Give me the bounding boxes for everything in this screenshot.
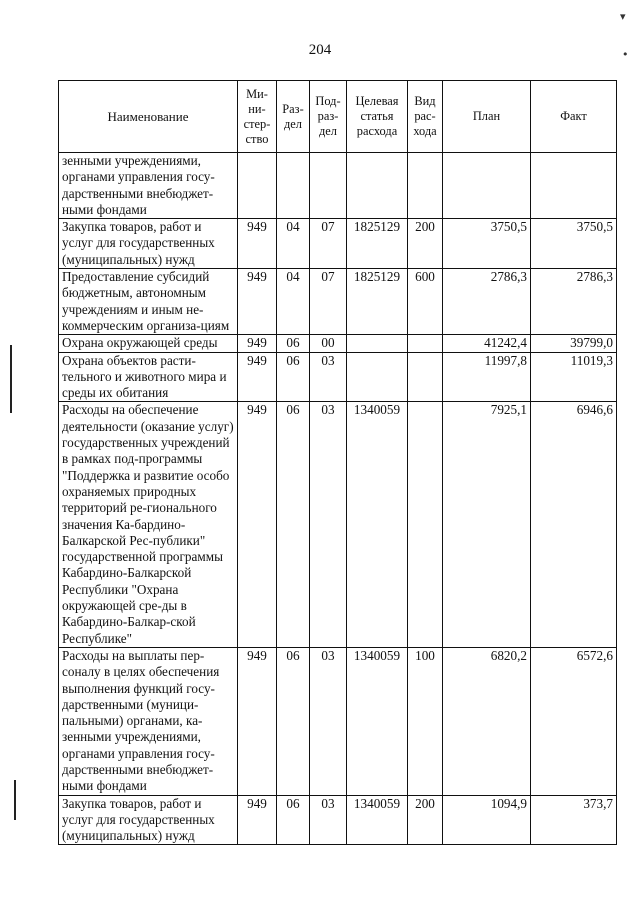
cell-expense-type: 100 bbox=[408, 647, 443, 795]
cell-ministry: 949 bbox=[238, 335, 277, 352]
cell-name: Расходы на обеспечение деятельности (оказание услуг) государственных учреждений в рамках под-программы "Поддержка и развитие особо охраняемых природных территорий ре-гионального значения Ка-бардино-Балкарской Рес-публики" государственной программы Кабардино-Балкарской Республики "Охрана окружающей сре-ды в Кабардино-Балкар-ской Республике" bbox=[59, 402, 238, 647]
scan-margin-mark bbox=[14, 780, 16, 820]
table-row bbox=[59, 647, 617, 795]
cell-section: 06 bbox=[277, 402, 310, 647]
cell-target bbox=[347, 335, 408, 352]
cell-target: 1340059 bbox=[347, 402, 408, 647]
cell-section bbox=[277, 153, 310, 219]
cell-fact: 2786,3 bbox=[531, 269, 617, 335]
cell-fact: 6946,6 bbox=[531, 402, 617, 647]
table-row bbox=[59, 352, 617, 402]
header-fact: Факт bbox=[531, 81, 617, 153]
cell-subsection: 03 bbox=[310, 352, 347, 402]
cell-expense-type: 600 bbox=[408, 269, 443, 335]
cell-expense-type bbox=[408, 402, 443, 647]
table-row bbox=[59, 795, 617, 845]
cell-expense-type bbox=[408, 335, 443, 352]
cell-subsection: 07 bbox=[310, 269, 347, 335]
header-row bbox=[59, 81, 617, 153]
cell-name: Закупка товаров, работ и услуг для государственных (муниципальных) нужд bbox=[59, 219, 238, 269]
budget-table bbox=[58, 80, 617, 845]
cell-subsection bbox=[310, 153, 347, 219]
scan-margin-mark bbox=[10, 345, 12, 413]
cell-target bbox=[347, 153, 408, 219]
cell-expense-type bbox=[408, 352, 443, 402]
cell-ministry: 949 bbox=[238, 352, 277, 402]
cell-target: 1825129 bbox=[347, 269, 408, 335]
cell-target: 1340059 bbox=[347, 795, 408, 845]
cell-target: 1340059 bbox=[347, 647, 408, 795]
header-expense-type: Вид рас- хода bbox=[408, 81, 443, 153]
scan-speck: • bbox=[622, 48, 629, 61]
cell-name: Охрана окружающей среды bbox=[59, 335, 238, 352]
cell-ministry: 949 bbox=[238, 795, 277, 845]
cell-name: Предоставление субсидий бюджетным, автономным учреждениям и иным не-коммерческим организа-циям bbox=[59, 269, 238, 335]
cell-plan: 6820,2 bbox=[443, 647, 531, 795]
header-section: Раз- дел bbox=[277, 81, 310, 153]
cell-ministry: 949 bbox=[238, 269, 277, 335]
cell-subsection: 00 bbox=[310, 335, 347, 352]
cell-name: Закупка товаров, работ и услуг для государственных (муниципальных) нужд bbox=[59, 795, 238, 845]
cell-ministry: 949 bbox=[238, 647, 277, 795]
cell-plan: 41242,4 bbox=[443, 335, 531, 352]
table-row bbox=[59, 153, 617, 219]
table-row bbox=[59, 402, 617, 647]
cell-plan: 7925,1 bbox=[443, 402, 531, 647]
cell-fact: 3750,5 bbox=[531, 219, 617, 269]
cell-section: 06 bbox=[277, 335, 310, 352]
cell-section: 04 bbox=[277, 269, 310, 335]
cell-name: Охрана объектов расти-тельного и животного мира и среды их обитания bbox=[59, 352, 238, 402]
cell-subsection: 03 bbox=[310, 795, 347, 845]
table-row bbox=[59, 269, 617, 335]
cell-subsection: 03 bbox=[310, 402, 347, 647]
cell-subsection: 07 bbox=[310, 219, 347, 269]
cell-fact: 11019,3 bbox=[531, 352, 617, 402]
cell-plan: 3750,5 bbox=[443, 219, 531, 269]
cell-plan bbox=[443, 153, 531, 219]
header-plan: План bbox=[443, 81, 531, 153]
cell-section: 06 bbox=[277, 647, 310, 795]
cell-plan: 1094,9 bbox=[443, 795, 531, 845]
cell-expense-type: 200 bbox=[408, 219, 443, 269]
header-ministry: Ми- ни- стер- ство bbox=[238, 81, 277, 153]
cell-expense-type: 200 bbox=[408, 795, 443, 845]
cell-fact: 39799,0 bbox=[531, 335, 617, 352]
header-subsection: Под- раз- дел bbox=[310, 81, 347, 153]
table-row bbox=[59, 219, 617, 269]
cell-name: Расходы на выплаты пер-соналу в целях обеспечения выполнения функций госу-дарственными (муници-пальными) органами, ка-зенными учреждениями, органами управления госу-дарственными внебюджет-ными фондами bbox=[59, 647, 238, 795]
cell-plan: 11997,8 bbox=[443, 352, 531, 402]
cell-ministry: 949 bbox=[238, 402, 277, 647]
cell-section: 04 bbox=[277, 219, 310, 269]
cell-plan: 2786,3 bbox=[443, 269, 531, 335]
cell-fact: 6572,6 bbox=[531, 647, 617, 795]
page-number: 204 bbox=[308, 42, 332, 58]
header-name: Наименование bbox=[59, 81, 238, 153]
scan-speck: ▾ bbox=[620, 10, 626, 23]
cell-target bbox=[347, 352, 408, 402]
cell-ministry: 949 bbox=[238, 219, 277, 269]
cell-name: зенными учреждениями, органами управления госу-дарственными внебюджет-ными фондами bbox=[59, 153, 238, 219]
header-target: Целевая статья расхода bbox=[347, 81, 408, 153]
cell-target: 1825129 bbox=[347, 219, 408, 269]
cell-ministry bbox=[238, 153, 277, 219]
cell-fact bbox=[531, 153, 617, 219]
cell-section: 06 bbox=[277, 795, 310, 845]
cell-subsection: 03 bbox=[310, 647, 347, 795]
cell-expense-type bbox=[408, 153, 443, 219]
cell-section: 06 bbox=[277, 352, 310, 402]
cell-fact: 373,7 bbox=[531, 795, 617, 845]
table-row bbox=[59, 335, 617, 352]
